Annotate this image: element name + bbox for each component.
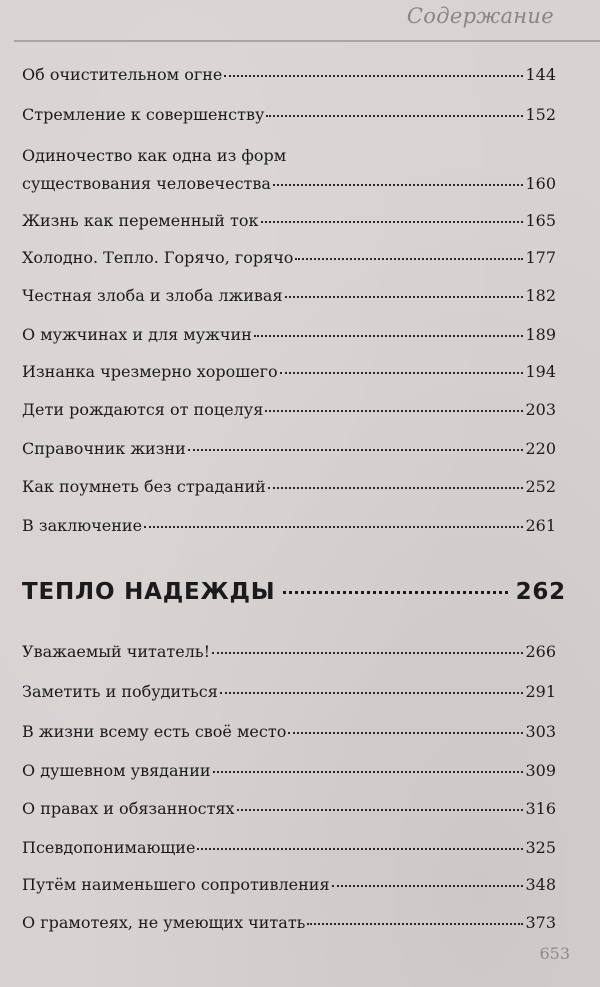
page-number: 653 (539, 944, 570, 963)
toc-entry-page: 165 (525, 211, 556, 230)
toc-entry-page: 373 (525, 913, 556, 932)
toc-entry (22, 399, 556, 421)
toc-entry-page: 189 (525, 325, 556, 344)
leader-dots (224, 75, 523, 77)
toc-entry-page: 261 (525, 516, 556, 535)
toc-entry-page: 348 (525, 875, 556, 894)
toc-entry (22, 912, 556, 934)
toc-entry-page: 291 (525, 682, 556, 701)
toc-entry-title: Псевдопонимающие (22, 838, 196, 857)
toc-entry (22, 476, 556, 498)
section-heading (22, 578, 566, 606)
toc-entry (22, 438, 556, 460)
leader-dots (261, 221, 524, 223)
toc-entry-title: Уважаемый читатель! (22, 642, 211, 661)
toc-entry-page: 177 (525, 248, 556, 267)
toc-entry-title: Изнанка чрезмерно хорошего (22, 362, 278, 381)
leader-dots (285, 296, 524, 298)
toc-entry-page: 203 (525, 400, 556, 419)
toc-entry (22, 247, 556, 269)
header-rule (14, 40, 600, 42)
leader-dots (268, 487, 524, 489)
toc-entry-page: 266 (525, 642, 556, 661)
toc-entry-title: Об очистительном огне (22, 65, 223, 84)
leader-dots (332, 885, 524, 887)
toc-entry-page: 144 (525, 65, 556, 84)
toc-entry-page: 309 (525, 761, 556, 780)
toc-entry (22, 681, 556, 703)
leader-dots (265, 410, 523, 412)
toc-entry-title: Стремление к совершенству (22, 105, 265, 124)
toc-entry-page: 252 (525, 477, 556, 496)
leader-dots (295, 258, 523, 260)
section-page: 262 (515, 579, 566, 605)
toc-entry (22, 210, 556, 232)
toc-entry-title: Честная злоба и злоба лживая (22, 286, 283, 305)
leader-dots (273, 184, 524, 186)
toc-entry-title: Жизнь как переменный ток (22, 211, 259, 230)
toc-entry-title: Дети рождаются от поцелуя (22, 400, 264, 419)
toc-entry-title: О мужчинах и для мужчин (22, 325, 252, 344)
toc-entry-title: О правах и обязанностях (22, 799, 235, 818)
toc-entry-title: В жизни всему есть своё место (22, 722, 287, 741)
toc-entry-page: 316 (525, 799, 556, 818)
toc-entry-page: 182 (525, 286, 556, 305)
leader-dots (254, 335, 524, 337)
toc-entry-title: О душевном увядании (22, 761, 211, 780)
toc-entry-title: Как поумнеть без страданий (22, 477, 266, 496)
leader-dots (280, 372, 524, 374)
leader-dots (288, 732, 523, 734)
toc-entry-page: 160 (525, 174, 556, 193)
leader-dots (197, 848, 523, 850)
toc-entry-title: О грамотеях, не умеющих читать (22, 913, 306, 932)
toc-entry (22, 837, 556, 859)
toc-entry-title: Справочник жизни (22, 439, 186, 458)
toc-entry (22, 324, 556, 346)
toc-entry-title: В заключение (22, 516, 143, 535)
toc-entry-title: Заметить и побудиться (22, 682, 218, 701)
leader-dots (237, 809, 524, 811)
toc-entry (22, 641, 556, 663)
toc-entry (22, 760, 556, 782)
leader-dots (266, 115, 523, 117)
leader-dots (144, 526, 523, 528)
leader-dots (307, 923, 523, 925)
toc-entry-page: 194 (525, 362, 556, 381)
toc-entry (22, 874, 556, 896)
toc-entry (22, 145, 556, 195)
toc-entry (22, 104, 556, 126)
toc-entry-title-line1: Одиночество как одна из форм (22, 146, 287, 165)
running-header-title: Содержание (406, 4, 554, 28)
toc-entry-page: 303 (525, 722, 556, 741)
toc-entry-title: Путём наименьшего сопротивления (22, 875, 330, 894)
leader-dots (188, 449, 524, 451)
toc-entry (22, 64, 556, 86)
toc-entry-page: 220 (525, 439, 556, 458)
leader-dots (213, 771, 524, 773)
leader-dots (212, 652, 523, 654)
leader-dots (220, 692, 524, 694)
toc-entry (22, 361, 556, 383)
running-header (0, 0, 600, 44)
toc-entry (22, 285, 556, 307)
toc-entry (22, 798, 556, 820)
toc-entry (22, 515, 556, 537)
toc-entry-title: существования человечества (22, 174, 271, 193)
toc-entry-page: 325 (525, 838, 556, 857)
toc-entry (22, 721, 556, 743)
leader-dots (283, 591, 507, 594)
toc-entry-page: 152 (525, 105, 556, 124)
section-title: ТЕПЛО НАДЕЖДЫ (22, 579, 276, 605)
toc-entry-title: Холодно. Тепло. Горячо, горячо (22, 248, 294, 267)
